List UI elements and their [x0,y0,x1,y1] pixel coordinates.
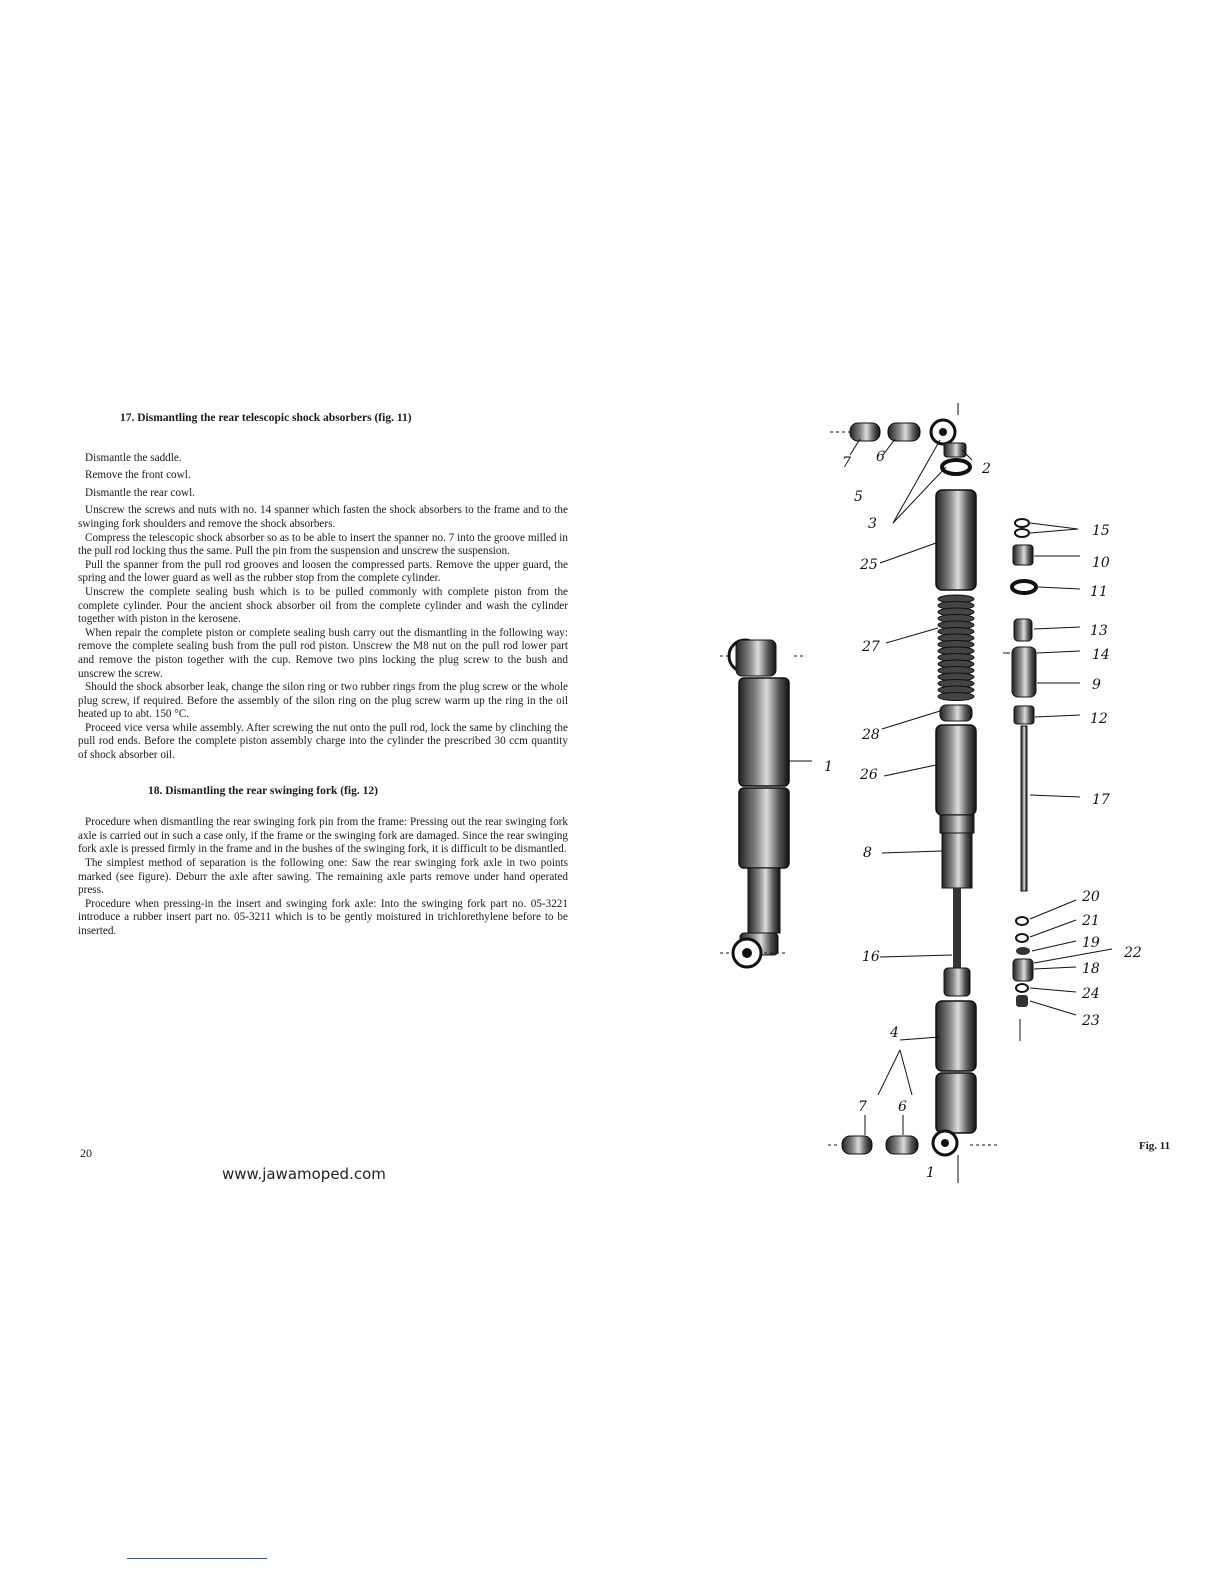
footer-url: www.jawamoped.com [222,1165,386,1183]
callout-1-assembled: 1 [824,759,833,775]
callout-9: 9 [1092,677,1101,693]
callout-6-bottom: 6 [898,1099,907,1115]
figure-caption: Fig. 11 [1139,1140,1171,1152]
top-bushes [830,403,970,474]
section-17-heading: 17. Dismantling the rear telescopic shock absorbers (fig. 11) [120,412,412,424]
section-17-paragraph: Proceed vice versa while assembly. After screwing the nut onto the pull rod, lock the same by clinching the pull rod ends. Before the complete piston assembly charge into the cylinder the prescribed 30 ccm quantity of shock absorber oil. [78,721,568,762]
callout-15: 15 [1092,523,1110,539]
callout-23: 23 [1082,1013,1100,1029]
callout-11: 11 [1090,584,1108,600]
callout-26: 26 [860,767,878,783]
callout-24: 24 [1082,986,1100,1002]
callout-20: 20 [1082,889,1100,905]
callout-22: 22 [1124,945,1142,961]
section-17-paragraph: Pull the spanner from the pull rod grooves and loosen the compressed parts. Remove the upper guard, the spring and the lower guard as well as the rubber stop from the complete cylinder. [78,558,568,585]
callout-labels [824,449,1142,1181]
callout-25: 25 [860,557,878,573]
spring-coil [938,693,974,701]
callout-16: 16 [862,949,880,965]
callout-14: 14 [1092,647,1110,663]
callout-4: 4 [890,1025,899,1041]
callout-21: 21 [1082,913,1100,929]
callout-17: 17 [1092,792,1110,808]
callout-28: 28 [862,727,880,743]
shock-absorber-exploded-diagram [700,395,1180,1195]
callout-1-bottom: 1 [926,1165,935,1181]
callout-7-top: 7 [842,455,851,471]
page-number: 20 [80,1146,92,1160]
callout-19: 19 [1082,935,1100,951]
callout-13: 13 [1090,623,1108,639]
footer-rule [127,1558,267,1559]
leader-lines [850,439,1112,1095]
assembled-shock-absorber [720,640,812,967]
section-17-paragraph: Unscrew the screws and nuts with no. 14 spanner which fasten the shock absorbers to the frame and to the swinging fork shoulders and remove the shock absorbers. [78,504,568,530]
callout-5: 5 [854,489,863,505]
callout-10: 10 [1092,555,1110,571]
callout-3: 3 [868,516,877,532]
section-17-paragraph: Should the shock absorber leak, change the silon ring or two rubber rings from the plug screw or the whole plug screw, if required. Before the assembly of the silon ring on the plug screw warm up the ring in the oil heated up to abt. 150 °C. [78,681,568,721]
exploded-view-drawing [700,395,1180,1195]
callout-8: 8 [863,845,872,861]
callout-2: 2 [982,461,991,477]
step-1: Dismantle the saddle. [85,451,182,464]
callout-18: 18 [1082,961,1100,977]
callout-6-top: 6 [876,449,885,465]
right-small-parts [1003,519,1036,1041]
section-18-paragraph: Procedure when pressing-in the insert and swinging fork axle: Into the swinging fork part no. 05-3221 introduce a rubber insert part no. 05-3211 which is to be gently moistured in trichlorethylene before to be inserted. [78,897,568,937]
callout-7-bottom: 7 [858,1099,867,1115]
central-column [933,490,976,1183]
spring-coils [938,595,974,701]
section-17-paragraph: Compress the telescopic shock absorber so as to be able to insert the spanner no. 7 into the groove milled in the pull rod locking thus the same. Pull the pin from the suspension and unscrew the suspension. [78,531,568,558]
section-18-paragraph: The simplest method of separation is the following one: Saw the rear swinging fork axle in two points marked (see figure). Deburr the axle after sawing. The remaining axle parts remove under hand operated press. [78,857,568,897]
callout-12: 12 [1090,711,1108,727]
section-18-paragraph: Procedure when dismantling the rear swinging fork pin from the frame: Pressing out the rear swinging fork axle is carried out in such a case only, if the frame or the swinging fork are damaged. Since the rear swinging fork axle is pressed firmly in the frame and in the bushes of the swinging fork, it is difficult to be dismantled. [78,816,568,856]
section-17-paragraph: When repair the complete piston or complete sealing bush carry out the dismantling in the following way: remove the complete sealing bush from the pull rod piston. Unscrew the M8 nut on the pull rod lower part and remove the piston together with the cup. Remove two pins locking the plug screw to the bush and unscrew the screw. [78,626,568,680]
step-3: Dismantle the rear cowl. [85,486,195,499]
left-page-text [78,412,568,939]
step-2: Remove the front cowl. [85,469,191,482]
section-17-paragraph: Unscrew the complete sealing bush which is to be pulled commonly with complete piston from the complete cylinder. Pour the ancient shock absorber oil from the complete cylinder and wash the cylinder together with piston in the kerosene. [78,585,568,626]
section-18-heading: 18. Dismantling the rear swinging fork (fig. 12) [148,784,378,797]
callout-27: 27 [862,639,880,655]
